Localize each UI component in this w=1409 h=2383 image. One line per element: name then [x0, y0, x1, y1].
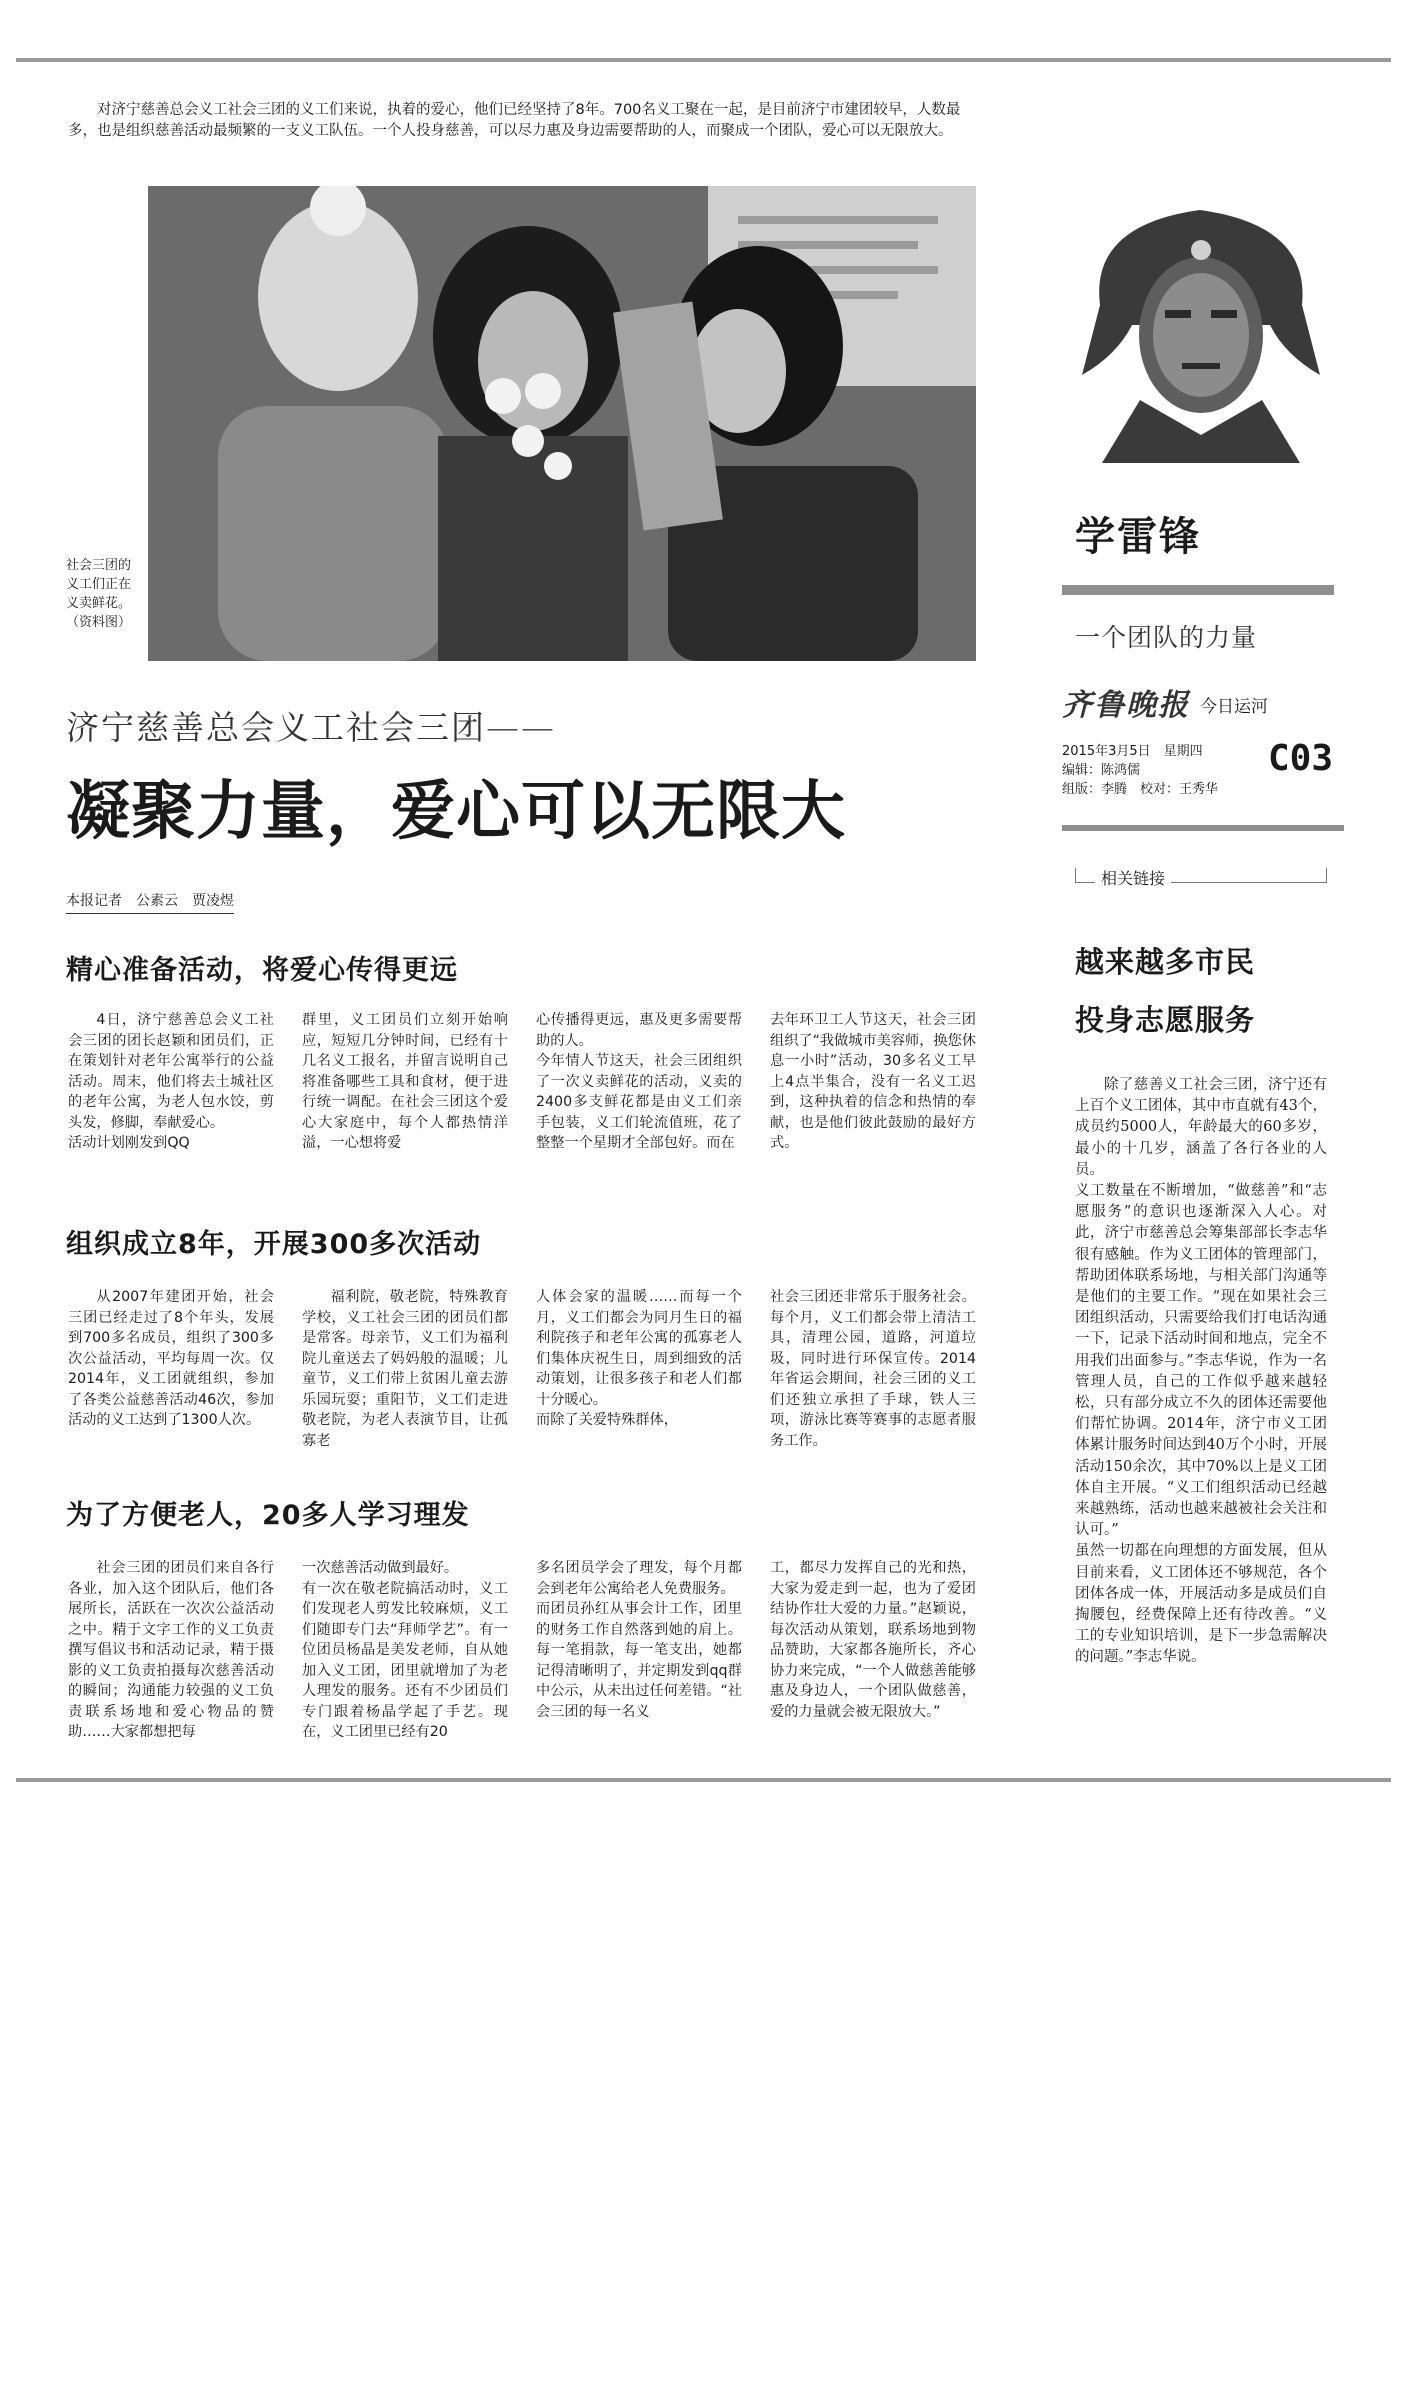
paragraph: 人体会家的温暖……而每一个月，义工们都会为同月生日的福利院孩子和老年公寓的孤寡老人们集体庆祝生日，周到细致的活动策划，让很多孩子和老人们都十分暖心。 而除了关爱特殊群体，	[536, 1289, 742, 1428]
layout-credit: 组版：李腾 校对：王秀华	[1062, 782, 1219, 797]
rail-divider	[1062, 585, 1334, 595]
text-column	[302, 1287, 508, 1451]
text-column	[536, 1558, 742, 1743]
headline-kicker: 济宁慈善总会义工社会三团——	[66, 708, 556, 747]
paragraph: 社会三团还非常乐于服务社会。每个月，义工们都会带上清洁工具，清理公园，道路，河道垃圾，同时进行环保宣传。2014年省运会期间，社会三团的义工们还独立承担了手球，铁人三项，游泳比赛等赛事的志愿者服务工作。	[770, 1289, 976, 1449]
sidebar-paragraph: 除了慈善义工社会三团，济宁还有上百个义工团体，其中市直就有43个，成员约5000人，年龄最大的60多岁，最小的十几岁，涵盖了各行各业的人员。 义工数量在不断增加，“做慈善”和“志愿服务”的意识也逐渐深入人心。对此，济宁市慈善总会筹集部部长李志华很有感触。作为义工团体的管理部门，帮助团体联系场地，与相关部门沟通等是他们的主要工作。“现在如果社会三团组织活动，只需要给我们打电话沟通一下，记录下活动时间和地点，完全不用我们出面参与。”李志华说，作为一名管理人员，自己的工作似乎越来越轻松，只有部分成立不久的团体还需要他们帮忙协调。2014年，济宁市义工团体累计服务时间达到40万个小时，开展活动150余次，其中70%以上是义工团体自主开展。“义工们组织活动已经越来越熟练，活动也越来越被社会关注和认可。” 虽然一切都在向理想的方面发展，但从目前来看，义工团体还不够规范，各个团体各成一体，开展活动多是成员们自掏腰包，经费保障上还有待改善。“义工的专业知识培训，是下一步急需解决的问题。”李志华说。	[1075, 1077, 1327, 1666]
edition-name: 今日运河	[1200, 697, 1268, 717]
related-link-label: 相关链接	[1095, 866, 1171, 889]
rail-divider-2	[1062, 825, 1344, 831]
text-column	[302, 1010, 508, 1154]
section-title-2: 组织成立8年，开展300多次活动	[66, 1229, 482, 1260]
column-subtitle: 一个团队的力量	[1075, 623, 1258, 652]
bottom-rule	[16, 1778, 1391, 1782]
page-number: C03	[1268, 738, 1334, 779]
paragraph: 社会三团的团员们来自各行各业，加入这个团队后，他们各展所长，活跃在一次次公益活动之中。精于文字工作的义工负责撰写倡议书和活动记录，精于摄影的义工负责拍摄每次慈善活动的瞬间；沟通能力较强的义工负责联系场地和爱心物品的赞助……大家都想把每	[68, 1560, 274, 1740]
paragraph: 从2007年建团开始，社会三团已经走过了8个年头，发展到700多名成员，组织了300多次公益活动，平均每周一次。仅2014年，义工团就组织，参加了各类公益慈善活动46次，参加活动的义工达到了1300人次。	[68, 1289, 274, 1428]
section-title-1: 精心准备活动，将爱心传得更远	[66, 955, 458, 986]
paragraph: 去年环卫工人节这天，社会三团组织了“我做城市美容师，换您休息一小时”活动，30多名义工早上4点半集合，没有一名义工迟到，这种执着的信念和热情的奉献，也是他们彼此鼓励的最好方式。	[770, 1012, 976, 1151]
section-body-1	[68, 1010, 978, 1154]
newspaper-logo: 齐鲁晚报	[1062, 688, 1190, 723]
paragraph: 心传播得更远，惠及更多需要帮助的人。 今年情人节这天，社会三团组织了一次义卖鲜花的活动，义卖的2400多支鲜花都是由义工们亲手包装，义工们轮流值班，花了整整一个星期才全部包好。而在	[536, 1012, 742, 1151]
lei-feng-portrait	[1070, 185, 1332, 463]
paragraph: 群里，义工团员们立刻开始响应，短短几分钟时间，已经有十几名义工报名，并留言说明自己将准备哪些工具和食材，便于进行统一调配。在社会三团这个爱心大家庭中，每个人都热情洋溢，一心想将爱	[302, 1012, 508, 1151]
paragraph: 福利院，敬老院，特殊教育学校，义工社会三团的团员们都是常客。母亲节，义工们为福利院儿童送去了妈妈般的温暖；儿童节，义工们带上贫困儿童去游乐园玩耍；重阳节，义工们走进敬老院，为老人表演节目，让孤寡老	[302, 1289, 508, 1449]
issue-date: 2015年3月5日 星期四	[1062, 744, 1203, 759]
news-photo	[148, 186, 976, 661]
intro-paragraph: 对济宁慈善总会义工社会三团的义工们来说，执着的爱心，他们已经坚持了8年。700名义工聚在一起，是目前济宁市建团较早，人数最多，也是组织慈善活动最频繁的一支义工队伍。一个人投身慈善，可以尽力惠及身边需要帮助的人，而聚成一个团队，爱心可以无限放大。	[68, 102, 961, 139]
text-column	[536, 1010, 742, 1154]
sidebar-headline-1: 越来越多市民	[1075, 945, 1256, 979]
text-column	[770, 1558, 976, 1743]
headline: 凝聚力量，爱心可以无限大	[66, 775, 846, 849]
text-column	[536, 1287, 742, 1451]
text-column	[302, 1558, 508, 1743]
paragraph: 一次慈善活动做到最好。 有一次在敬老院搞活动时，义工们发现老人剪发比较麻烦，义工们随即专门去“拜师学艺”。有一位团员杨晶是美发老师，自从她加入义工团，团里就增加了为老人理发的服务。还有不少团员们专门跟着杨晶学起了手艺。现在，义工团里已经有20	[302, 1560, 508, 1740]
section-body-3	[68, 1558, 978, 1743]
column-title: 学雷锋	[1075, 514, 1201, 560]
text-column	[770, 1010, 976, 1154]
text-column	[770, 1287, 976, 1451]
sidebar-body	[1075, 1075, 1327, 1669]
section-body-2	[68, 1287, 978, 1451]
text-column	[68, 1010, 274, 1154]
section-title-3: 为了方便老人，20多人学习理发	[66, 1500, 470, 1531]
paragraph: 工，都尽力发挥自己的光和热，大家为爱走到一起，也为了爱团结协作壮大爱的力量。”赵颖说，每次活动从策划，联系场地到物品赞助，大家都各施所长，齐心协力来完成，“一个人做慈善能够惠及身边人，一个团队做慈善，爱的力量就会被无限放大。”	[770, 1560, 976, 1720]
editor-credit: 编辑：陈鸿儒	[1062, 763, 1141, 778]
photo-caption: 社会三团的义工们正在义卖鲜花。（资料图）	[66, 558, 132, 630]
top-rule	[16, 58, 1391, 62]
byline: 本报记者 公素云 贾凌煜	[66, 890, 234, 914]
text-column	[68, 1558, 274, 1743]
sidebar-headline-2: 投身志愿服务	[1075, 1003, 1256, 1037]
paragraph: 4日，济宁慈善总会义工社会三团的团长赵颖和团员们，正在策划针对老年公寓举行的公益活动。周末，他们将去土城社区的老年公寓，为老人包水饺，剪头发，修脚，奉献爱心。 活动计划刚发到QQ	[68, 1012, 274, 1151]
text-column	[68, 1287, 274, 1451]
paragraph: 多名团员学会了理发，每个月都会到老年公寓给老人免费服务。 而团员孙红从事会计工作，团里的财务工作自然落到她的肩上。每一笔捐款，每一笔支出，她都记得清晰明了，并定期发到qq群中公示，从未出过任何差错。“社会三团的每一名义	[536, 1560, 742, 1720]
